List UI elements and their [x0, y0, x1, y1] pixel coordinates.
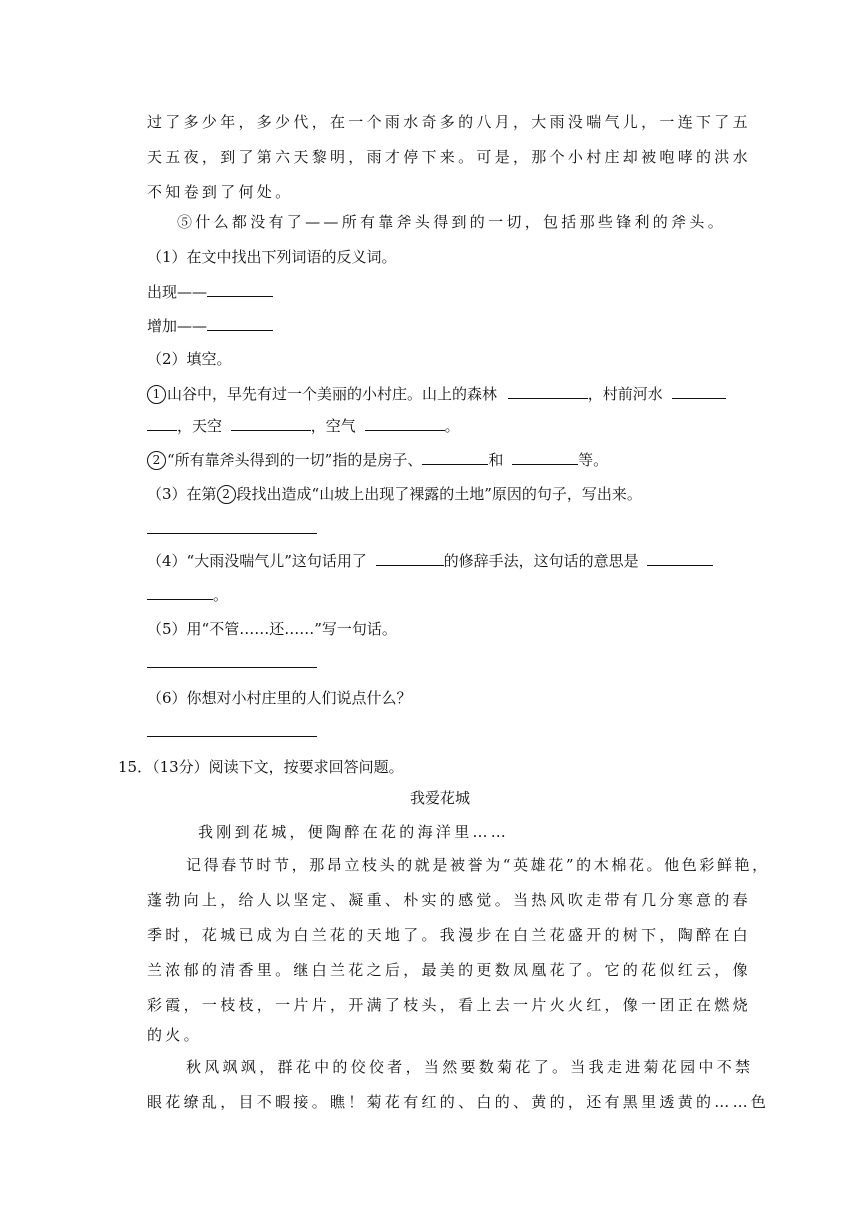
q2-item-b	[147, 450, 608, 470]
q15-p2-line-2: 蓬勃向上，给人以坚定、凝重、朴实的感觉。当热风吹走带有几分寒意的春	[147, 891, 751, 909]
q2-item-b-text-1: “所有靠斧头得到的一切”指的是房子、	[167, 451, 423, 469]
q15-p2-line-4: 兰浓郁的清香里。继白兰花之后，最美的更数凤凰花了。它的花似红云，像	[147, 961, 751, 979]
q15-p2-line-6: 的火。	[147, 1026, 202, 1044]
q2-item-a-text-5: 。	[444, 417, 460, 435]
q15-p2-line-1: 记得春节时节，那昂立枝头的就是被誉为“英雄花”的木棉花。他色彩鲜艳，	[186, 856, 770, 874]
q4-prompt-a: （4）“大雨没喘气儿”这句话用了	[147, 552, 367, 570]
q2-blank-sky[interactable]	[231, 416, 311, 431]
q4-prompt	[147, 551, 713, 571]
q2-item-b-text-3: 等。	[578, 451, 609, 469]
q4-prompt-b: 的修辞手法，这句话的意思是	[443, 552, 639, 570]
q1-item-2	[147, 316, 273, 336]
q5-prompt: （5）用“不管……还……”写一句话。	[147, 620, 397, 638]
passage-line-2: 天五夜，到了第六天黎明，雨才停下来。可是，那个小村庄却被咆哮的洪水	[147, 148, 751, 166]
q3-answer-line[interactable]	[147, 533, 317, 534]
q3-prompt	[147, 484, 642, 504]
q1-answer-blank-2[interactable]	[207, 316, 273, 331]
q15-p3-line-2: 眼花缭乱，目不暇接。瞧！菊花有红的、白的、黄的，还有黑里透黄的……色	[147, 1093, 770, 1111]
q15-p2-line-5: 彩霞，一枝枝，一片片，开满了枝头，看上去一片火火红，像一团正在燃烧	[147, 996, 751, 1014]
q2-item-b-text-2: 和	[488, 451, 504, 469]
q2-blank-air[interactable]	[365, 416, 445, 431]
q15-paragraph-1: 我刚到花城，便陶醉在花的海洋里……	[198, 823, 510, 841]
q2-item-a-line-2	[147, 416, 460, 436]
circled-number-1: 1	[147, 385, 166, 404]
q2-blank-river-part-1[interactable]	[672, 384, 726, 399]
q2-prompt: （2）填空。	[147, 350, 232, 368]
q2-item-a-text-3: ，天空	[177, 417, 223, 435]
q3-prompt-a: （3）在第	[147, 485, 217, 503]
circled-number-2: 2	[217, 485, 236, 504]
q1-item-2-label: 增加——	[147, 317, 208, 335]
passage-line-3: 不知卷到了何处。	[147, 183, 294, 201]
q1-item-1	[147, 282, 273, 302]
circled-number-2: 2	[147, 451, 166, 470]
passage-line-1: 过了多少年，多少代，在一个雨水奇多的八月，大雨没喘气儿，一连下了五	[147, 113, 751, 131]
q2-blank-forest[interactable]	[508, 384, 588, 399]
q3-prompt-b: 段找出造成“山坡上出现了裸露的土地”原因的句子，写出来。	[236, 485, 642, 503]
q2-item-a-text-2: ，村前河水	[587, 385, 663, 403]
q4-end: 。	[213, 586, 229, 604]
q1-item-1-label: 出现——	[147, 283, 208, 301]
q15-header: 15．（13分）阅读下文，按要求回答问题。	[118, 758, 404, 776]
passage-line-4: ⑤什么都没有了——所有靠斧头得到的一切，包括那些锋利的斧头。	[177, 213, 727, 231]
q2-item-a-line-1	[147, 384, 726, 404]
q4-blank-meaning-part-2[interactable]	[147, 585, 213, 600]
q2-blank-item-1[interactable]	[422, 450, 488, 465]
q2-item-a-text-4: ，空气	[310, 417, 356, 435]
q1-prompt: （1）在文中找出下列词语的反义词。	[147, 248, 397, 266]
q2-item-a-text-1: 山谷中，早先有过一个美丽的小村庄。山上的森林	[167, 385, 498, 403]
q5-answer-line[interactable]	[147, 667, 317, 668]
q15-p2-line-3: 季时，花城已成为白兰花的天地了。我漫步在白兰花盛开的树下，陶醉在白	[147, 926, 751, 944]
q2-blank-river-part-2[interactable]	[147, 416, 177, 431]
q15-article-title: 我爱花城	[409, 789, 470, 807]
q2-blank-item-2[interactable]	[512, 450, 578, 465]
q4-line-2	[147, 585, 228, 605]
q6-answer-line[interactable]	[147, 736, 317, 737]
q4-blank-meaning-part-1[interactable]	[647, 551, 713, 566]
q1-answer-blank-1[interactable]	[207, 282, 273, 297]
q6-prompt: （6）你想对小村庄里的人们说点什么？	[147, 689, 412, 707]
q15-p3-line-1: 秋风飒飒，群花中的佼佼者，当然要数菊花了。当我走进菊花园中不禁	[186, 1058, 754, 1076]
q4-blank-rhetoric[interactable]	[376, 551, 444, 566]
